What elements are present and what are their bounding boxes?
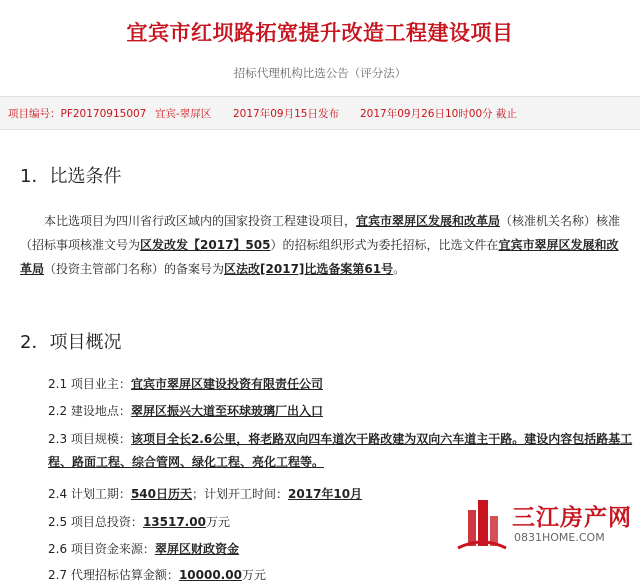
filing-number: 区法改[2017]比选备案第61号: [224, 262, 394, 276]
item-mid-label: ；计划开工时间：: [192, 487, 289, 501]
overview-item-scale: [48, 428, 634, 474]
watermark-url: 0831HOME.COM: [514, 531, 605, 544]
para-text: 本比选项目为四川省行政区域内的国家投资工程建设项目，: [44, 214, 357, 228]
item-label: 项目总投资：: [70, 515, 143, 529]
item-value: 该项目全长2.6公里，将老路双向四车道次干路改建为双向六车道主干路。建设内容包括路基工程、路面工程、综合管网、绿化工程、亮化工程等。: [48, 432, 633, 469]
para-text: （投资主管部门名称）的备案号为: [44, 262, 225, 276]
item-number: 2.4: [48, 487, 68, 501]
approval-number: 区发改发【2017】505: [140, 238, 271, 252]
item-label: 项目资金来源：: [70, 542, 155, 556]
item-label: 项目规模：: [70, 432, 131, 446]
building-logo-icon: [456, 496, 508, 552]
project-number: 项目编号：PF20170915007: [8, 108, 147, 120]
item-number: 2.5: [48, 515, 68, 529]
page-subtitle: 招标代理机构比选公告（评分法）: [233, 66, 407, 80]
conditions-paragraph: [20, 209, 630, 281]
item-value: 宜宾市翠屏区建设投资有限责任公司: [130, 377, 323, 391]
item-label: 代理招标估算金额：: [70, 568, 179, 582]
section-heading-overview: 2．项目概况: [20, 332, 122, 353]
deadline: 2017年09月26日10时00分 截止: [360, 108, 518, 120]
item-label: 项目业主：: [70, 377, 131, 391]
item-number: 2.3: [48, 432, 68, 446]
overview-item-estimate: [48, 564, 634, 587]
overview-item-owner: [48, 373, 634, 396]
region-link[interactable]: 宜宾-翠屏区: [155, 108, 212, 120]
watermark-logo: [456, 496, 636, 556]
item-value: 540日历天: [130, 487, 192, 501]
item-number: 2.6: [48, 542, 68, 556]
approving-authority: 宜宾市翠屏区发展和改革局: [356, 214, 501, 228]
para-text: ）的招标组织形式为委托招标，比选文件在: [270, 238, 499, 252]
section-heading-conditions: 1．比选条件: [20, 166, 122, 187]
item-number: 2.2: [48, 404, 68, 418]
item-value: 13517.00: [142, 515, 206, 529]
item-label: 建设地点：: [70, 404, 131, 418]
page-title: 宜宾市红坝路拓宽提升改造工程建设项目: [126, 21, 514, 45]
announcement-meta-bar: [0, 96, 640, 130]
item-number: 2.7: [48, 568, 68, 582]
item-label: 计划工期：: [70, 487, 131, 501]
watermark-brand: 三江房产网: [512, 505, 632, 531]
item-suffix: 万元: [205, 515, 230, 529]
filing-department: 宜宾市翠屏区发展和改革局: [20, 238, 619, 276]
item-suffix: 万元: [241, 568, 266, 582]
para-text: （核准机关名称）核准（招标事项核准文号为: [20, 214, 621, 252]
item-value: 10000.00: [178, 568, 242, 582]
publish-date: 2017年09月15日发布: [233, 108, 339, 120]
item-value: 翠屏区振兴大道至环球玻璃厂出入口: [130, 404, 323, 418]
item-value-2: 2017年10月: [288, 487, 363, 501]
para-text: 。: [393, 262, 406, 276]
overview-item-location: [48, 400, 634, 423]
item-number: 2.1: [48, 377, 68, 391]
item-value: 翠屏区财政资金: [154, 542, 239, 556]
